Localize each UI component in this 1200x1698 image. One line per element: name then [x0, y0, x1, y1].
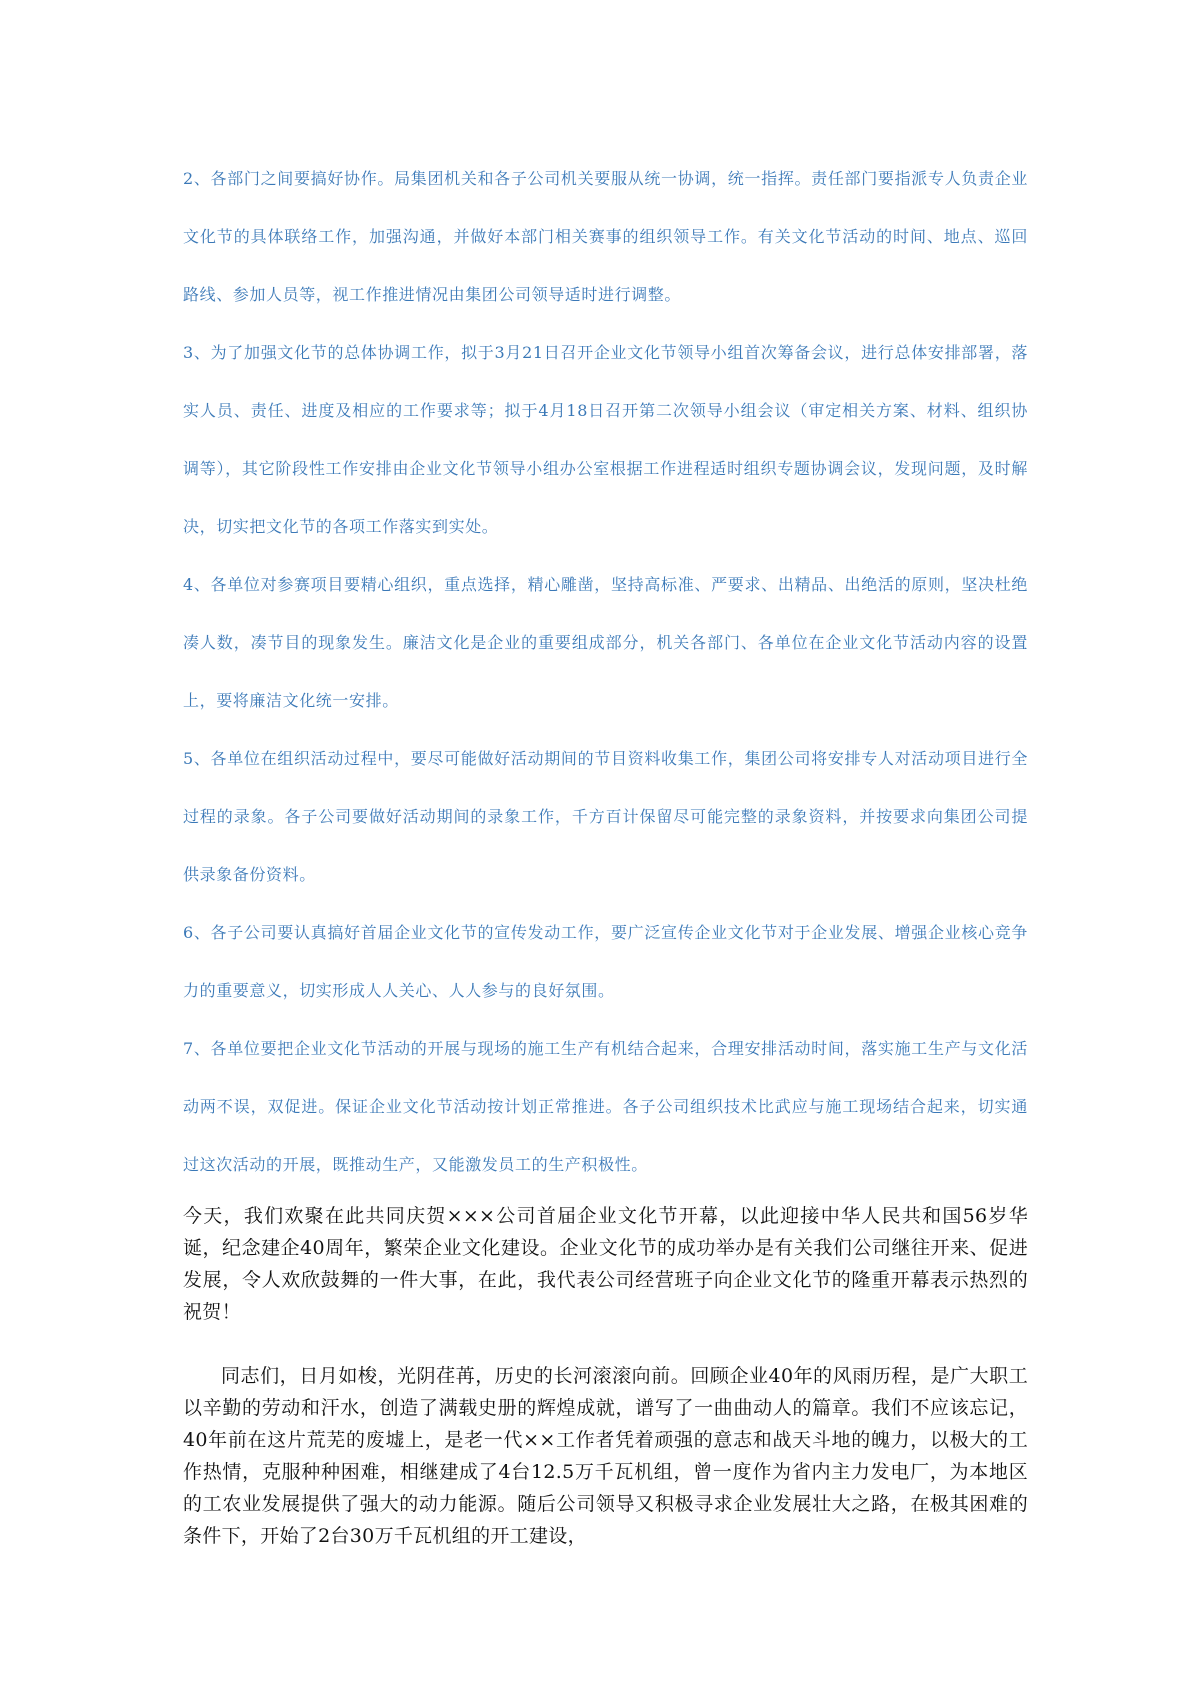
requirement-paragraph-5: 5、各单位在组织活动过程中，要尽可能做好活动期间的节目资料收集工作，集团公司将安排专人对活动项目进行全过程的录象。各子公司要做好活动期间的录象工作，千方百计保留尽可能完整的录象资料，并按要求向集团公司提供录象备份资料。: [183, 749, 1028, 884]
requirement-paragraph-3: 3、为了加强文化节的总体协调工作，拟于3月21日召开企业文化节领导小组首次筹备会议，进行总体安排部署，落实人员、责任、进度及相应的工作要求等；拟于4月18日召开第二次领导小组会议（审定相关方案、材料、组织协调等），其它阶段性工作安排由企业文化节领导小组办公室根据工作进程适时组织专题协调会议，发现问题，及时解决，切实把文化节的各项工作落实到实处。: [183, 343, 1028, 536]
speech-paragraph-opening: 今天，我们欢聚在此共同庆贺×××公司首届企业文化节开幕，以此迎接中华人民共和国56岁华诞，纪念建企40周年，繁荣企业文化建设。企业文化节的成功举办是有关我们公司继往开来、促进发展，令人欢欣鼓舞的一件大事，在此，我代表公司经营班子向企业文化节的隆重开幕表示热烈的祝贺！: [183, 1205, 1028, 1323]
requirement-paragraph-4: 4、各单位对参赛项目要精心组织，重点选择，精心雕凿，坚持高标准、严要求、出精品、出绝活的原则，坚决杜绝凑人数，凑节目的现象发生。廉洁文化是企业的重要组成部分，机关各部门、各单位在企业文化节活动内容的设置上，要将廉洁文化统一安排。: [183, 575, 1028, 710]
work-requirements-section: [183, 150, 1028, 1194]
opening-speech-section: [183, 1200, 1028, 1552]
requirement-paragraph-6: 6、各子公司要认真搞好首届企业文化节的宣传发动工作，要广泛宣传企业文化节对于企业发展、增强企业核心竞争力的重要意义，切实形成人人关心、人人参与的良好氛围。: [183, 923, 1028, 1000]
requirement-paragraph-2: 2、各部门之间要搞好协作。局集团机关和各子公司机关要服从统一协调，统一指挥。责任部门要指派专人负责企业文化节的具体联络工作，加强沟通，并做好本部门相关赛事的组织领导工作。有关文化节活动的时间、地点、巡回路线、参加人员等，视工作推进情况由集团公司领导适时进行调整。: [183, 169, 1028, 304]
speech-paragraph-history: 同志们，日月如梭，光阴荏苒，历史的长河滚滚向前。回顾企业40年的风雨历程，是广大职工以辛勤的劳动和汗水，创造了满载史册的辉煌成就，谱写了一曲曲动人的篇章。我们不应该忘记，40年前在这片荒芜的废墟上，是老一代××工作者凭着顽强的意志和战天斗地的魄力，以极大的工作热情，克服种种困难，相继建成了4台12.5万千瓦机组，曾一度作为省内主力发电厂，为本地区的工农业发展提供了强大的动力能源。随后公司领导又积极寻求企业发展壮大之路，在极其困难的条件下，开始了2台30万千瓦机组的开工建设，: [183, 1365, 1028, 1547]
requirement-paragraph-7: 7、各单位要把企业文化节活动的开展与现场的施工生产有机结合起来，合理安排活动时间，落实施工生产与文化活动两不误，双促进。保证企业文化节活动按计划正常推进。各子公司组织技术比武应与施工现场结合起来，切实通过这次活动的开展，既推动生产，又能激发员工的生产积极性。: [183, 1039, 1028, 1174]
